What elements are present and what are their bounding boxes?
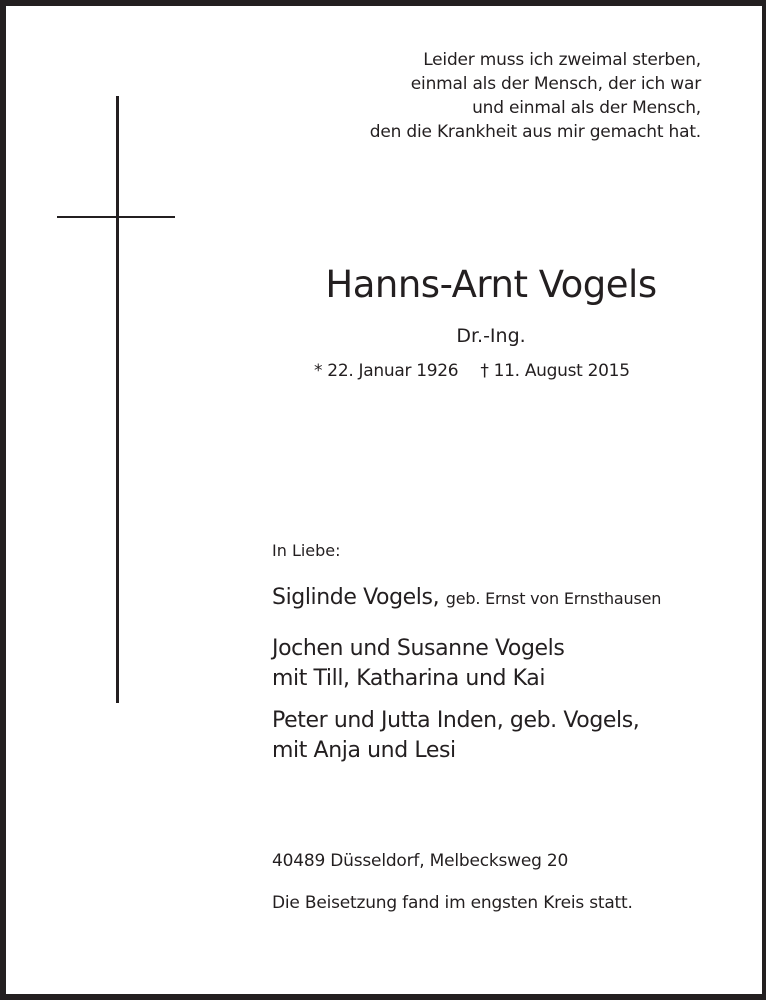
burial-note: Die Beisetzung fand im engsten Kreis statt. xyxy=(272,893,633,913)
poem-line: und einmal als der Mensch, xyxy=(472,98,701,118)
deceased-name: Hanns-Arnt Vogels xyxy=(325,263,657,306)
obituary-card xyxy=(6,6,762,994)
mourner-maiden-name: geb. Ernst von Ernsthausen xyxy=(445,589,662,608)
address: 40489 Düsseldorf, Melbecksweg 20 xyxy=(272,851,569,871)
mourner-entry xyxy=(272,634,564,694)
poem-line: Leider muss ich zweimal sterben, xyxy=(423,50,701,70)
death-date: † 11. August 2015 xyxy=(480,361,630,381)
poem-line: den die Krankheit aus mir gemacht hat. xyxy=(369,122,701,142)
mourner-children: mit Anja und Lesi xyxy=(272,738,456,763)
mourner-children: mit Till, Katharina und Kai xyxy=(272,666,546,691)
life-dates xyxy=(314,359,630,383)
poem-quote xyxy=(370,48,701,144)
poem-line: einmal als der Mensch, der ich war xyxy=(410,74,701,94)
mourner-name: Siglinde Vogels, xyxy=(272,585,440,610)
mourner-entry xyxy=(272,583,661,614)
cross-horizontal-bar xyxy=(57,216,175,218)
birth-date: * 22. Januar 1926 xyxy=(314,361,459,381)
mourners-intro: In Liebe: xyxy=(272,541,341,560)
deceased-title: Dr.-Ing. xyxy=(456,325,526,347)
mourner-entry xyxy=(272,706,639,766)
cross-vertical-bar xyxy=(116,96,119,703)
mourner-name: Peter und Jutta Inden, geb. Vogels, xyxy=(272,708,640,733)
mourner-name: Jochen und Susanne Vogels xyxy=(272,636,565,661)
